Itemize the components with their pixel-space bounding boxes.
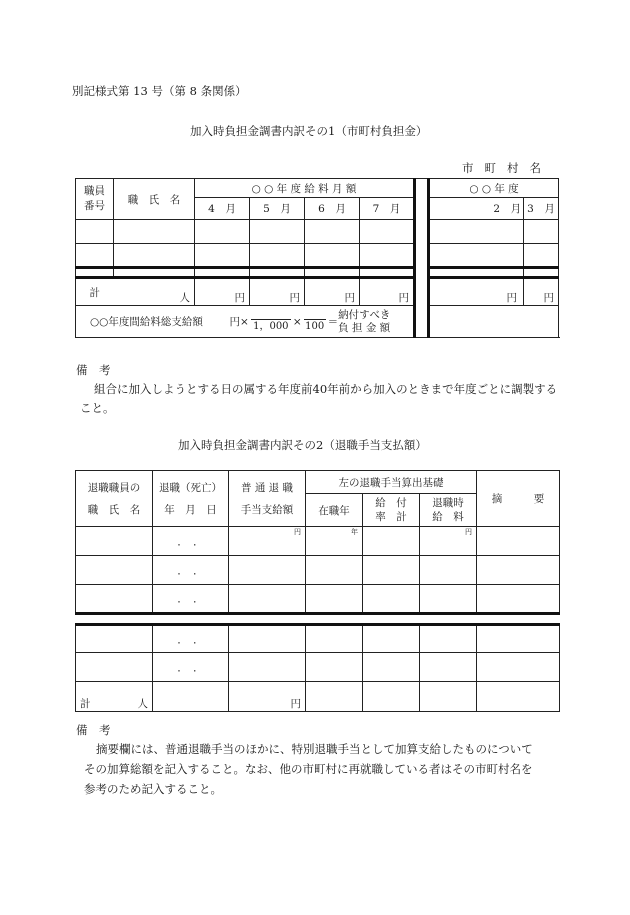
date-dots: ． ． bbox=[153, 653, 229, 682]
total-row bbox=[76, 278, 559, 306]
table2-title: 加入時負担金調書内訳その2（退職手当支払額） bbox=[178, 438, 427, 452]
formula-equals: ＝ bbox=[327, 315, 339, 328]
date-dots: ． ． bbox=[153, 625, 229, 653]
service-years-header: 在職年 bbox=[306, 494, 363, 527]
month-header: 3 月 bbox=[524, 198, 559, 220]
table1 bbox=[75, 178, 559, 338]
yen-unit: 円 bbox=[195, 278, 250, 306]
note2-line1: 摘要欄には、普通退職手当のほかに、特別退職手当として加算支給したものについて bbox=[96, 742, 533, 756]
formula-times: × bbox=[292, 315, 302, 328]
row-separator bbox=[76, 614, 560, 625]
yen-unit: 円 bbox=[429, 278, 524, 306]
table-row bbox=[76, 556, 560, 585]
remarks-header: 摘 要 bbox=[477, 471, 560, 527]
year-group-header: ○ ○ 年 度 bbox=[429, 179, 559, 198]
municipality-label: 市町村名 bbox=[462, 161, 552, 175]
yen-unit: 円 bbox=[250, 278, 305, 306]
yen-unit: 円 bbox=[420, 527, 477, 556]
yen-unit: 円 bbox=[524, 278, 559, 306]
basis-header: 左の退職手当算出基礎 bbox=[306, 471, 477, 494]
person-unit: 人 bbox=[114, 278, 195, 306]
row-separator bbox=[76, 268, 559, 278]
fraction-100: 100 bbox=[304, 310, 326, 333]
date-dots: ． ． bbox=[153, 527, 229, 556]
yen-unit: 円 bbox=[360, 278, 415, 306]
yen-unit: 円 bbox=[229, 682, 306, 712]
benefit-rate-header: 給 付 率 計 bbox=[363, 494, 420, 527]
salary-group-header: ○ ○ 年 度 給 料 月 額 bbox=[195, 179, 415, 198]
table-row bbox=[76, 244, 559, 268]
note2-line2: その加算総額を記入すること。なお、他の市町村に再就職している者はその市町村名を bbox=[84, 762, 533, 776]
year-unit: 年 bbox=[306, 527, 363, 556]
table-row bbox=[76, 220, 559, 244]
total-row bbox=[76, 682, 560, 712]
employee-id-header: 職員番号 bbox=[76, 179, 114, 220]
month-header: 6 月 bbox=[305, 198, 360, 220]
retire-date-header: 退職（死亡） 年 月 日 bbox=[153, 471, 229, 527]
date-dots: ． ． bbox=[153, 556, 229, 585]
note1-heading: 備 考 bbox=[76, 363, 111, 377]
yen-unit: 円 bbox=[305, 278, 360, 306]
date-dots: ． ． bbox=[153, 585, 229, 614]
blank-cell bbox=[429, 198, 492, 220]
table-row bbox=[76, 527, 560, 556]
formula-row bbox=[76, 306, 559, 338]
pay-amount-header: 普 通 退 職 手当支給額 bbox=[229, 471, 306, 527]
note1-text: 組合に加入しようとする日の属する年度前40年前から加入のときまで年度ごとに調製すること。 bbox=[80, 382, 558, 415]
table-row bbox=[76, 625, 560, 653]
yen-unit: 円 bbox=[229, 527, 306, 556]
formula-label: ○○年度間給料総支給額 bbox=[90, 315, 203, 328]
note2-heading: 備 考 bbox=[76, 723, 111, 737]
month-header: 5 月 bbox=[250, 198, 305, 220]
table1-title: 加入時負担金調書内訳その1（市町村負担金） bbox=[190, 124, 428, 138]
total-label: 計 bbox=[76, 278, 114, 306]
formula-yen-times: 円× bbox=[229, 315, 249, 328]
total-cell: 計 人 bbox=[76, 682, 153, 712]
result-line1: 納付すべき bbox=[338, 308, 391, 321]
note2-line3: 参考のため記入すること。 bbox=[84, 782, 222, 796]
month-header: 4 月 bbox=[195, 198, 250, 220]
table2 bbox=[75, 470, 560, 712]
retiree-name-header: 退職職員の 職 氏 名 bbox=[76, 471, 153, 527]
table-row bbox=[76, 653, 560, 682]
form-label: 別記様式第 13 号（第 8 条関係） bbox=[72, 84, 247, 98]
name-header: 職 氏 名 bbox=[114, 179, 195, 220]
month-header: 7 月 bbox=[360, 198, 415, 220]
retire-salary-header: 退職時 給 料 bbox=[420, 494, 477, 527]
table-row bbox=[76, 585, 560, 614]
month-header: 2 月 bbox=[492, 198, 524, 220]
column-separator bbox=[415, 179, 429, 338]
result-line2: 負 担 金 額 bbox=[338, 321, 391, 334]
fraction-1000: 1，000 bbox=[251, 310, 291, 333]
